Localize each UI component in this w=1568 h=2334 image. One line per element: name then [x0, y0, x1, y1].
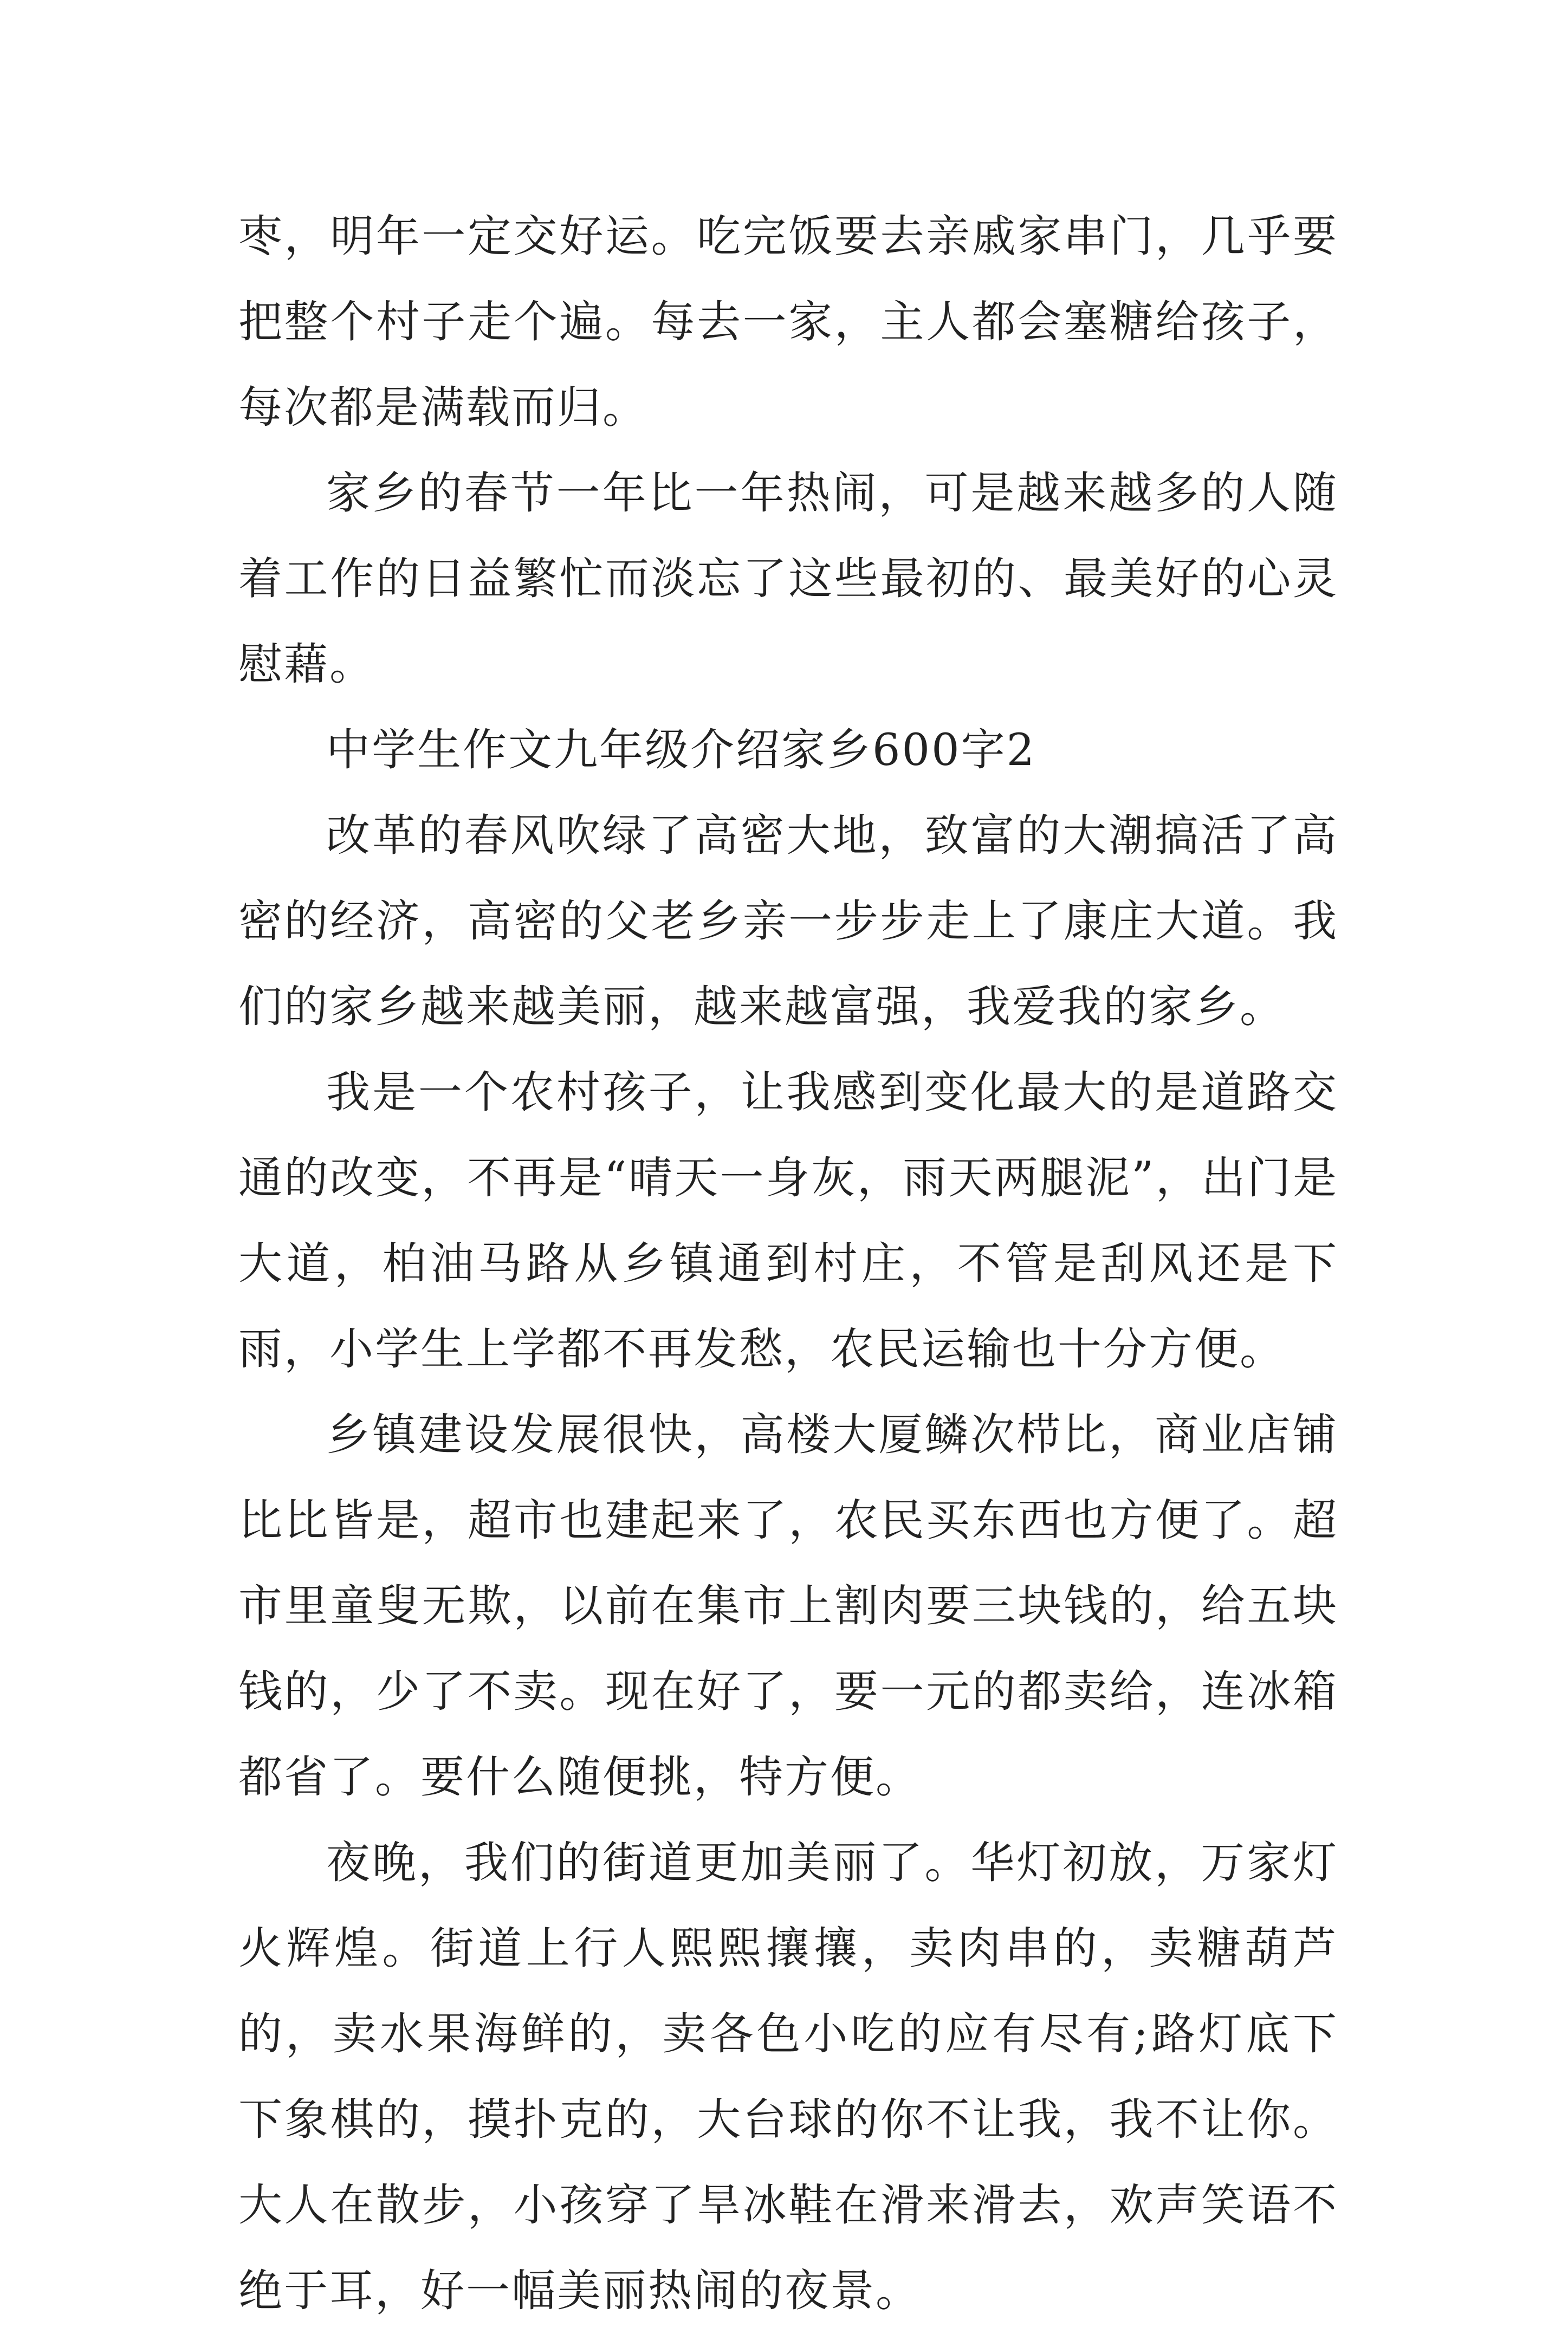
paragraph-reform: 改革的春风吹绿了高密大地，致富的大潮搞活了高密的经济，高密的父老乡亲一步步走上了康庄大道。我们的家乡越来越美丽，越来越富强，我爱我的家乡。: [238, 811, 1338, 1033]
paragraph-town-construction: 乡镇建设发展很快，高楼大厦鳞次栉比，商业店铺比比皆是，超市也建起来了，农民买东西也方便了。超市里童叟无欺，以前在集市上割肉要三块钱的，给五块钱的，少了不卖。现在好了，要一元的都卖给，连冰箱都省了。要什么随便挑，特方便。: [238, 1410, 1338, 1803]
paragraph-roads: 我是一个农村孩子，让我感到变化最大的是道路交通的改变，不再是“晴天一身灰，雨天两腿泥”，出门是大道，柏油马路从乡镇通到村庄，不管是刮风还是下雨，小学生上学都不再发愁，农民运输也十分方便。: [238, 1067, 1338, 1375]
essay-heading: 中学生作文九年级介绍家乡600字2: [326, 725, 1036, 776]
paragraph-spring-festival: 家乡的春节一年比一年热闹，可是越来越多的人随着工作的日益繁忙而淡忘了这些最初的、最美好的心灵慰藉。: [238, 468, 1338, 690]
paragraph-night-street: 夜晚，我们的街道更加美丽了。华灯初放，万家灯火辉煌。街道上行人熙熙攘攘，卖肉串的，卖糖葫芦的，卖水果海鲜的，卖各色小吃的应有尽有;路灯底下下象棋的，摸扑克的，大台球的你不让我，我不让你。大人在散步，小孩穿了旱冰鞋在滑来滑去，欢声笑语不绝于耳，好一幅美丽热闹的夜景。: [238, 1838, 1338, 2317]
document-body: [238, 194, 1338, 2334]
paragraph-continuation: 枣，明年一定交好运。吃完饭要去亲戚家串门，几乎要把整个村子走个遍。每去一家，主人都会塞糖给孩子，每次都是满载而归。: [238, 211, 1338, 433]
